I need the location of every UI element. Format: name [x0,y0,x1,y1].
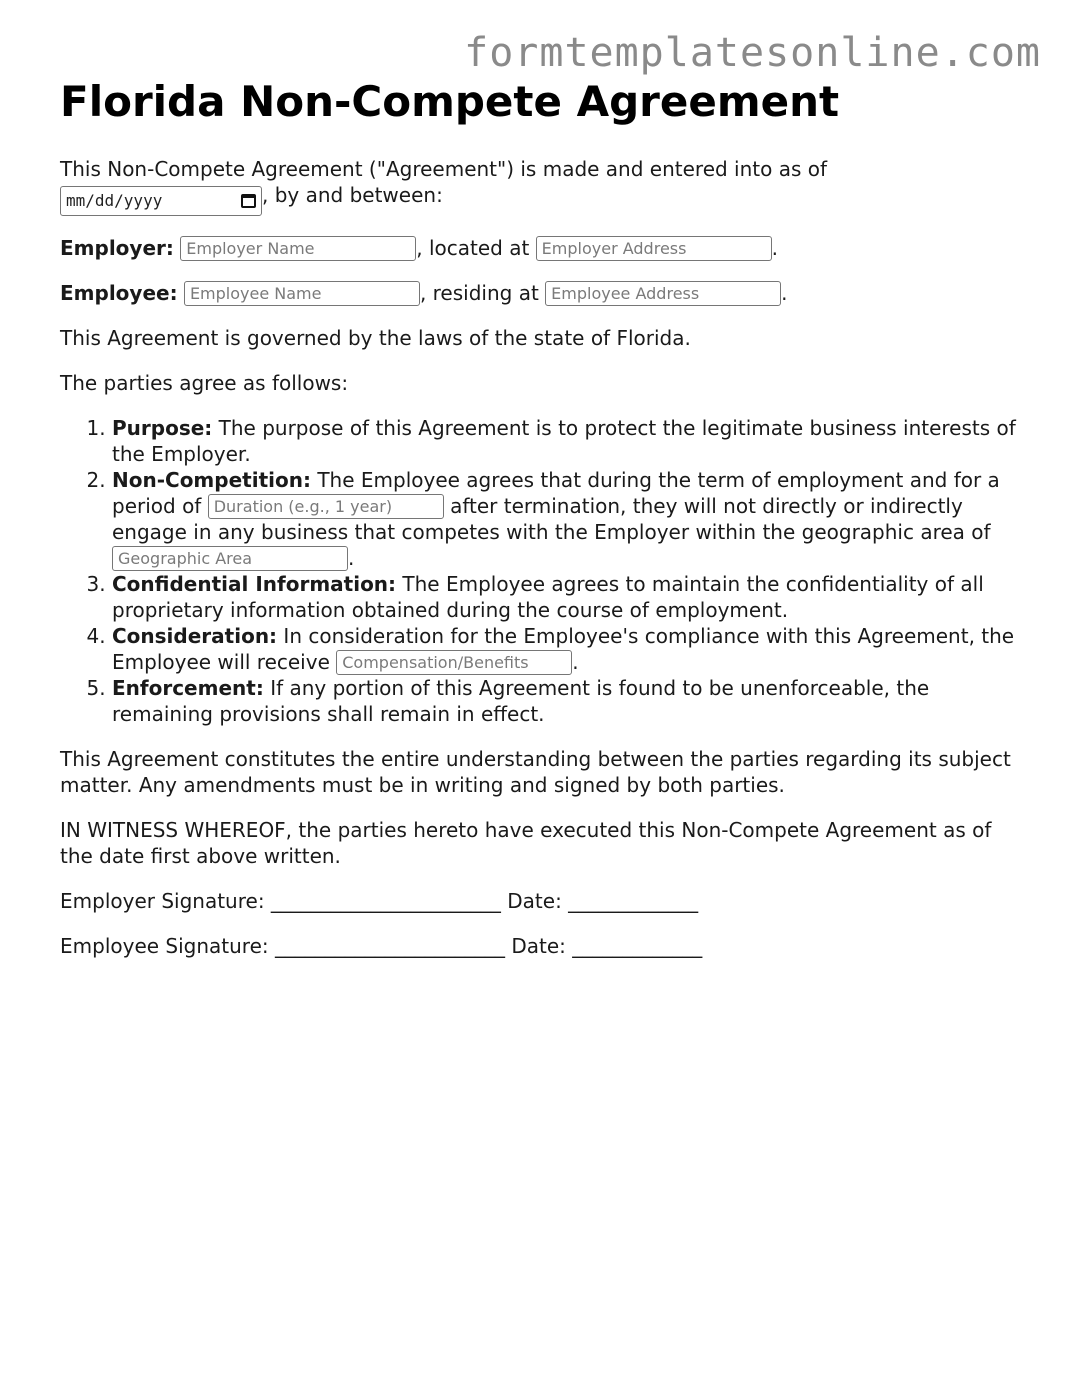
clause-label: Enforcement: [112,676,264,700]
page-title: Florida Non-Compete Agreement [60,77,840,126]
employee-address-input[interactable] [545,281,781,306]
compensation-input[interactable] [336,650,572,675]
document [60,74,1025,978]
clause-label: Non-Competition: [112,468,311,492]
intro-text: This Non-Compete Agreement ("Agreement") is made and entered into as of [60,157,828,181]
calendar-icon[interactable] [241,194,256,208]
list-item-enforcement [112,675,1025,727]
clause-text: The Employee agrees to maintain the confidentiality of all proprietary information obtained during the course of employment. [112,572,984,622]
clause-label: Purpose: [112,416,213,440]
employee-label: Employee: [60,281,178,305]
clause-end: . [348,546,355,570]
employer-address-input[interactable] [536,236,772,261]
entire-agreement-paragraph: This Agreement constitutes the entire understanding between the parties regarding its subject matter. Any amendments must be in writing and signed by both parties. [60,747,1011,797]
employee-line [60,280,1025,306]
parties-agree-paragraph: The parties agree as follows: [60,371,349,395]
witness-paragraph: IN WITNESS WHEREOF, the parties hereto have executed this Non-Compete Agreement as of the date first above written. [60,818,992,868]
list-item-non-competition [112,467,1025,571]
clause-text: The purpose of this Agreement is to protect the legitimate business interests of the Employer. [112,416,1016,466]
employee-connector: , residing at [419,281,539,305]
employee-name-input[interactable] [184,281,420,306]
employer-name-input[interactable] [180,236,416,261]
governed-paragraph: This Agreement is governed by the laws of the state of Florida. [60,326,691,350]
agreement-date-input[interactable] [60,186,262,216]
list-item-confidential [112,571,1025,623]
employer-label: Employer: [60,236,174,260]
intro-paragraph [60,156,1025,216]
clause-label: Confidential Information: [112,572,397,596]
employer-signature-line: Employer Signature: _______________________ Date: _____________ [60,889,699,913]
employer-line [60,235,1025,261]
employee-end: . [781,281,788,305]
clauses-list [60,415,1025,727]
clause-text: after termination, they will not directly or indirectly engage in any business that competes with the Employer within the geographic area of [112,494,991,544]
list-item-purpose [112,415,1025,467]
intro-text-after: , by and between: [262,183,443,207]
geographic-area-input[interactable] [112,546,348,571]
date-placeholder: mm/dd/yyyy [66,191,163,210]
employer-end: . [771,236,779,260]
duration-input[interactable] [208,494,444,519]
clause-label: Consideration: [112,624,278,648]
clause-text: In consideration for the Employee's compliance with this Agreement, the Employee will receive [112,624,1015,674]
clause-text: If any portion of this Agreement is found to be unenforceable, the remaining provisions shall remain in effect. [112,676,930,726]
employee-signature-line: Employee Signature: _______________________ Date: _____________ [60,934,703,958]
clause-end: . [572,650,579,674]
list-item-consideration [112,623,1025,675]
watermark: formtemplatesonline.com [464,30,1041,76]
employer-connector: , located at [416,236,530,260]
clause-text: The Employee agrees that during the term of employment and for a period of [112,468,1000,518]
